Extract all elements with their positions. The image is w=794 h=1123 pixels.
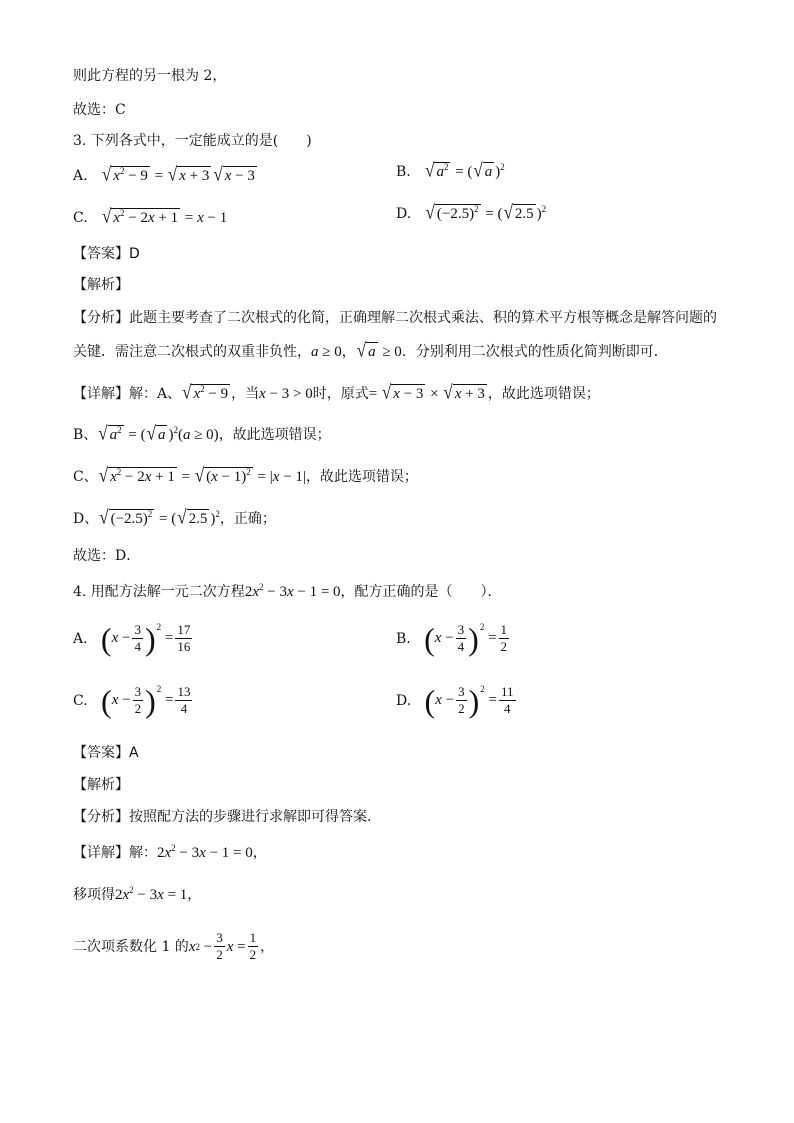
- text-line: 【分析】按照配方法的步骤进行求解即可得答案．: [73, 809, 381, 825]
- text-span: ，: [341, 344, 356, 360]
- q3-option-a: A. √ $x^2 - 9$ = √ x + 3 √ x − 3: [73, 163, 255, 186]
- text-line: 故选：D．: [73, 548, 141, 564]
- text-span: 移项得: [73, 887, 115, 903]
- text-span: C、: [73, 469, 98, 485]
- q3-option-b: B. √ $a^2$ = ( √ a )$^2$: [396, 159, 505, 182]
- option-label: C.: [73, 209, 88, 226]
- option-label: D.: [396, 692, 412, 709]
- text-span: ，当: [231, 386, 260, 402]
- text-span: ，故此选项错误；: [305, 469, 418, 485]
- question-3: 3. 下列各式中，一定能成立的是( ): [73, 133, 312, 149]
- text-line: 二次项系数化 1 的 x 2 − 3 2 x = 1 2 ，: [73, 930, 275, 962]
- analysis-heading: 【解析】: [73, 277, 129, 293]
- text-line: 移项得$2x^2 - 3x = 1$，: [73, 885, 202, 903]
- text-span: ，正确；: [219, 511, 276, 527]
- text-span: 4. 用配方法解一元二次方程: [73, 584, 245, 600]
- text-span: ，: [187, 887, 202, 903]
- text-span: D、: [73, 511, 99, 527]
- text-span: ，故此选项错误；: [218, 427, 331, 443]
- q4-option-c: C. ( x − 3 2 ) 2 = 13 4: [73, 682, 191, 719]
- text-line: B、 √ $a^2$ = ( √ a )$^2$(a ≥ 0)，故此选项错误；: [73, 422, 331, 445]
- text-span: 【详解】解：: [73, 845, 157, 861]
- text-line: 关键．需注意二次根式的双重非负性，a ≥ 0， √ a ≥ 0．分别利用二次根式的性质化简判断即可．: [73, 339, 668, 362]
- answer-4: 【答案】A: [73, 745, 139, 761]
- text-line: D、 √ $(-2.5)^2$ = ( √ 2.5 )$^2$，正确；: [73, 506, 276, 529]
- text-span: ，配方正确的是（ ）．: [340, 584, 502, 600]
- question-4: 4. 用配方法解一元二次方程$2x^2 - 3x - 1 = 0$，配方正确的是（ ）．: [73, 582, 502, 600]
- option-label: B.: [396, 163, 411, 180]
- option-label: D.: [396, 205, 412, 222]
- option-label: A.: [73, 630, 88, 647]
- option-label: A.: [73, 167, 88, 184]
- text-span: ．分别利用二次根式的性质化简判断即可．: [401, 344, 668, 360]
- text-span: ，: [252, 845, 267, 861]
- q4-option-a: A. ( x − 3 4 ) 2 = 17 16: [73, 620, 191, 657]
- text-line: 【详解】解：$2x^2 - 3x - 1 = 0$，: [73, 843, 267, 861]
- q3-option-c: C. √ $x^2 - 2x + 1$ = x − 1: [73, 205, 228, 228]
- text-span: ，故此选项错误；: [487, 386, 600, 402]
- q4-option-b: B. ( x − 3 4 ) 2 = 1 2: [396, 620, 508, 657]
- text-line: 故选：C: [73, 102, 126, 118]
- text-span: ，: [260, 938, 275, 955]
- analysis-heading: 【解析】: [73, 777, 129, 793]
- text-span: 【详解】解：A、: [73, 386, 182, 402]
- q3-option-d: D. √ $(-2.5)^2$ = ( √ 2.5 )$^2$: [396, 201, 547, 224]
- text-span: 关键．需注意二次根式的双重非负性，: [73, 344, 311, 360]
- answer-3: 【答案】D: [73, 246, 140, 262]
- text-span: 二次项系数化 1 的: [73, 938, 189, 955]
- text-span: B、: [73, 427, 98, 443]
- q4-option-d: D. ( x − 3 2 ) 2 = 11 4: [396, 682, 514, 719]
- text-line: 则此方程的另一根为 2，: [73, 68, 227, 84]
- option-label: C.: [73, 692, 88, 709]
- option-label: B.: [396, 630, 411, 647]
- text-line: 【详解】解：A、 √ $x^2 - 9$ ，当x − 3 > 0时，原式= √ x − 3 × √ x + 3 ，故此选项错误；: [73, 381, 600, 404]
- text-line: C、 √ $x^2 - 2x + 1$ = √ $(x - 1)^2$ = |x − 1|，故此选项错误；: [73, 464, 418, 487]
- text-line: 【分析】此题主要考查了二次根式的化简，正确理解二次根式乘法、积的算术平方根等概念是解答问题的: [73, 310, 717, 326]
- text-span: 时，原式: [312, 386, 369, 402]
